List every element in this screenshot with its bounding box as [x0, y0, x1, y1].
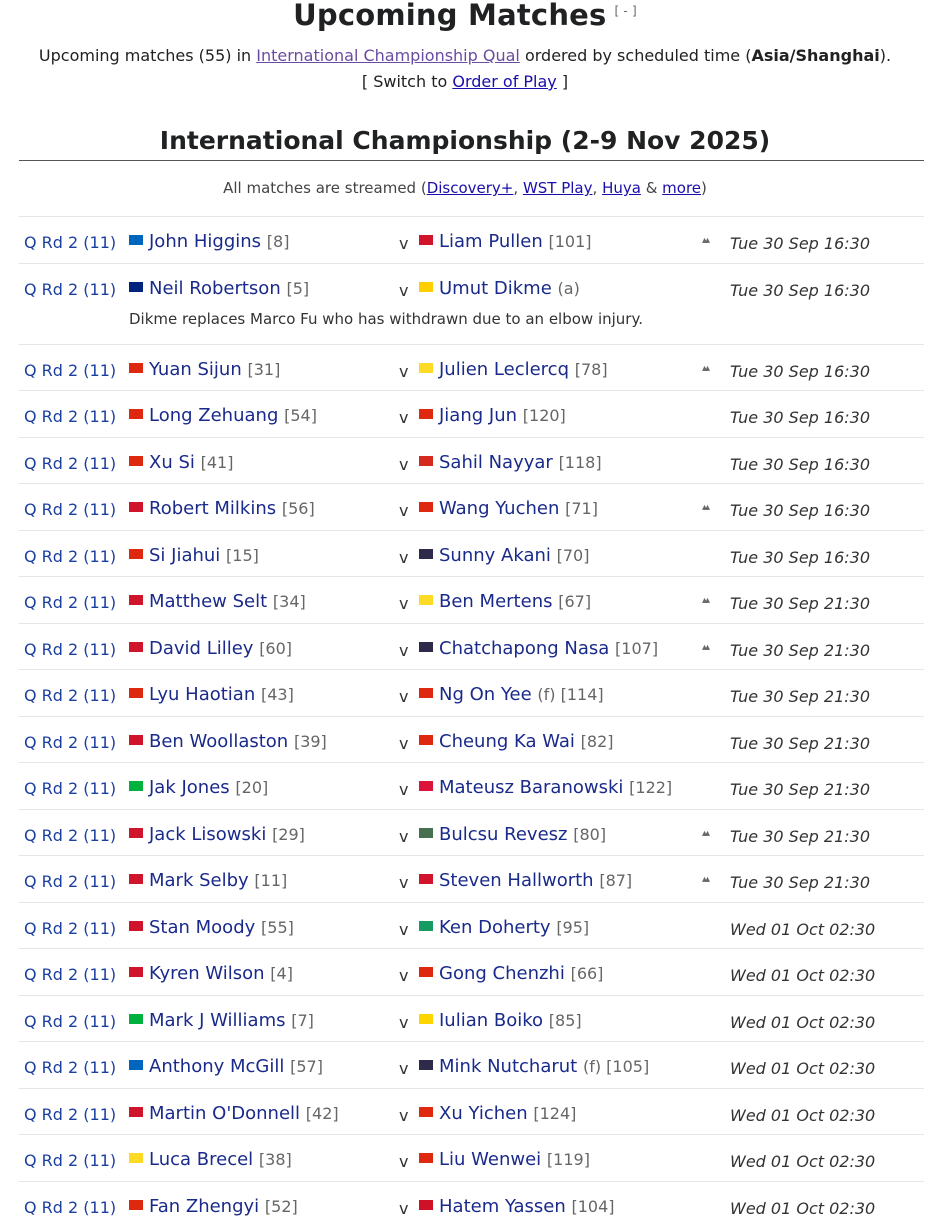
round-link[interactable]: Q Rd 2 (11)	[24, 547, 116, 566]
flag-icon	[129, 1200, 143, 1210]
player-2-name[interactable]: Ken Doherty	[439, 917, 551, 938]
stream-link-discovery[interactable]: Discovery+	[427, 179, 514, 197]
flag-icon	[419, 502, 433, 512]
tv-table-icon: ▴▴	[702, 502, 708, 513]
versus-label: v	[399, 408, 408, 427]
flag-icon	[419, 967, 433, 977]
player-1-name[interactable]: Martin O'Donnell	[149, 1103, 300, 1124]
match-row	[19, 1041, 924, 1088]
versus-label: v	[399, 362, 408, 381]
player-2-name[interactable]: Mateusz Baranowski	[439, 777, 623, 798]
match-time: Tue 30 Sep 16:30	[730, 234, 870, 253]
match-row	[19, 855, 924, 902]
flag-icon	[419, 1153, 433, 1163]
player-1	[129, 1056, 323, 1077]
flag-icon	[419, 688, 433, 698]
flag-icon	[129, 1014, 143, 1024]
player-2-name[interactable]: Ben Mertens	[439, 591, 552, 612]
player-1	[129, 405, 317, 426]
flag-icon	[419, 1060, 433, 1070]
match-row	[19, 623, 924, 670]
flag-icon	[129, 688, 143, 698]
player-2-name[interactable]: Mink Nutcharut	[439, 1056, 577, 1077]
flag-icon	[129, 874, 143, 884]
flag-icon	[419, 1107, 433, 1117]
player-1-seed: [57]	[290, 1057, 323, 1076]
player-1-name[interactable]: David Lilley	[149, 638, 253, 659]
flag-icon	[419, 1014, 433, 1024]
flag-icon	[129, 642, 143, 652]
flag-icon	[129, 967, 143, 977]
match-time: Tue 30 Sep 21:30	[730, 594, 870, 613]
flag-icon	[419, 595, 433, 605]
player-1-seed: [34]	[273, 592, 306, 611]
player-1	[129, 452, 233, 473]
tv-table-icon: ▴▴	[702, 363, 708, 374]
flag-icon	[129, 282, 143, 292]
streams-note	[0, 179, 930, 197]
match-row	[19, 390, 924, 437]
player-2-name[interactable]: Liam Pullen	[439, 231, 543, 252]
flag-icon	[129, 502, 143, 512]
player-2-seed: (f) [105]	[583, 1057, 649, 1076]
match-row	[19, 263, 924, 344]
player-1	[129, 963, 293, 984]
flag-icon	[419, 456, 433, 466]
match-row	[19, 216, 924, 263]
player-1-name[interactable]: Mark Selby	[149, 870, 249, 891]
flag-icon	[419, 921, 433, 931]
match-row	[19, 902, 924, 949]
player-2-seed: [118]	[559, 453, 602, 472]
player-2	[419, 870, 632, 891]
player-1	[129, 917, 294, 938]
player-1	[129, 684, 294, 705]
round-link[interactable]: Q Rd 2 (11)	[24, 1058, 116, 1077]
player-2	[419, 1149, 590, 1170]
player-2	[419, 638, 658, 659]
round-link[interactable]: Q Rd 2 (11)	[24, 872, 116, 891]
switch-suffix: ]	[557, 72, 568, 91]
player-1-name[interactable]: Matthew Selt	[149, 591, 267, 612]
match-time: Tue 30 Sep 21:30	[730, 641, 870, 660]
player-2-seed: [107]	[615, 639, 658, 658]
collapse-toggle[interactable]: [ - ]	[615, 4, 637, 18]
player-2-name[interactable]: Jiang Jun	[439, 405, 517, 426]
player-2-seed: [119]	[547, 1150, 590, 1169]
player-2-name[interactable]: Ng On Yee	[439, 684, 532, 705]
player-2-seed: (a)	[558, 279, 580, 298]
versus-label: v	[399, 1059, 408, 1078]
flag-icon	[129, 781, 143, 791]
player-2-seed: (f) [114]	[537, 685, 603, 704]
flag-icon	[129, 921, 143, 931]
round-link[interactable]: Q Rd 2 (11)	[24, 454, 116, 473]
player-1-seed: [42]	[306, 1104, 339, 1123]
round-link[interactable]: Q Rd 2 (11)	[24, 1105, 116, 1124]
match-time: Tue 30 Sep 21:30	[730, 827, 870, 846]
match-time: Tue 30 Sep 21:30	[730, 734, 870, 753]
order-of-play-link[interactable]: Order of Play	[452, 72, 556, 91]
player-1-name[interactable]: Neil Robertson	[149, 278, 281, 299]
player-1-name[interactable]: Mark J Williams	[149, 1010, 286, 1031]
round-link[interactable]: Q Rd 2 (11)	[24, 965, 116, 984]
tv-table-icon: ▴▴	[702, 235, 708, 246]
round-link[interactable]: Q Rd 2 (11)	[24, 361, 116, 380]
match-note: Dikme replaces Marco Fu who has withdrawn due to an elbow injury.	[129, 310, 643, 328]
player-2-name[interactable]: Chatchapong Nasa	[439, 638, 609, 659]
player-1-name[interactable]: Jak Jones	[149, 777, 230, 798]
streams-sep-2: ,	[593, 179, 603, 197]
player-1-name[interactable]: Long Zehuang	[149, 405, 278, 426]
match-time: Tue 30 Sep 21:30	[730, 873, 870, 892]
round-link[interactable]: Q Rd 2 (11)	[24, 826, 116, 845]
player-2-seed: [71]	[565, 499, 598, 518]
flag-icon	[419, 235, 433, 245]
flag-icon	[129, 363, 143, 373]
player-1-name[interactable]: Ben Woollaston	[149, 731, 288, 752]
player-2-name[interactable]: Sunny Akani	[439, 545, 551, 566]
tv-table-icon: ▴▴	[702, 642, 708, 653]
flag-icon	[129, 595, 143, 605]
round-link[interactable]: Q Rd 2 (11)	[24, 407, 116, 426]
flag-icon	[419, 549, 433, 559]
player-2-seed: [82]	[581, 732, 614, 751]
versus-label: v	[399, 1106, 408, 1125]
stream-link-more[interactable]: more	[662, 179, 701, 197]
flag-icon	[419, 828, 433, 838]
match-time: Tue 30 Sep 21:30	[730, 780, 870, 799]
player-1-seed: [43]	[261, 685, 294, 704]
player-1-seed: [8]	[267, 232, 290, 251]
player-1-seed: [60]	[259, 639, 292, 658]
player-2	[419, 452, 602, 473]
streams-sep-1: ,	[513, 179, 523, 197]
player-2	[419, 1196, 615, 1217]
player-1-seed: [29]	[272, 825, 305, 844]
match-row	[19, 437, 924, 484]
player-2-name[interactable]: Xu Yichen	[439, 1103, 528, 1124]
player-2	[419, 359, 608, 380]
round-link[interactable]: Q Rd 2 (11)	[24, 593, 116, 612]
player-2-name[interactable]: Cheung Ka Wai	[439, 731, 575, 752]
match-row	[19, 530, 924, 577]
player-2-name[interactable]: Bulcsu Revesz	[439, 824, 568, 845]
player-1-name[interactable]: Kyren Wilson	[149, 963, 265, 984]
match-time: Wed 01 Oct 02:30	[730, 920, 875, 939]
versus-label: v	[399, 966, 408, 985]
flag-icon	[419, 1200, 433, 1210]
stream-link-wst-play[interactable]: WST Play	[523, 179, 593, 197]
versus-label: v	[399, 827, 408, 846]
versus-label: v	[399, 734, 408, 753]
flag-icon	[419, 735, 433, 745]
player-1-seed: [54]	[284, 406, 317, 425]
player-1-name[interactable]: Si Jiahui	[149, 545, 220, 566]
player-2	[419, 731, 614, 752]
player-1	[129, 591, 306, 612]
player-1-seed: [52]	[265, 1197, 298, 1216]
player-1-seed: [31]	[247, 360, 280, 379]
player-2-seed: [85]	[549, 1011, 582, 1030]
summary-suffix: ).	[880, 46, 891, 65]
player-1-seed: [41]	[201, 453, 234, 472]
flag-icon	[129, 409, 143, 419]
match-row	[19, 483, 924, 530]
event-qual-link[interactable]: International Championship Qual	[256, 46, 520, 65]
match-time: Tue 30 Sep 16:30	[730, 281, 870, 300]
tv-table-icon: ▴▴	[702, 595, 708, 606]
player-1-seed: [39]	[294, 732, 327, 751]
match-row	[19, 344, 924, 391]
player-2	[419, 498, 598, 519]
player-2	[419, 824, 606, 845]
player-1-seed: [55]	[261, 918, 294, 937]
player-2-name[interactable]: Hatem Yassen	[439, 1196, 566, 1217]
player-2	[419, 963, 603, 984]
player-2	[419, 917, 589, 938]
summary-prefix: Upcoming matches (55) in	[39, 46, 256, 65]
flag-icon	[419, 282, 433, 292]
player-1	[129, 231, 289, 252]
player-1	[129, 359, 280, 380]
player-1-name[interactable]: Lyu Haotian	[149, 684, 255, 705]
flag-icon	[129, 828, 143, 838]
player-2-name[interactable]: Wang Yuchen	[439, 498, 559, 519]
match-time: Tue 30 Sep 16:30	[730, 362, 870, 381]
player-1	[129, 1103, 339, 1124]
player-2-seed: [70]	[557, 546, 590, 565]
player-1-seed: [38]	[259, 1150, 292, 1169]
player-2	[419, 545, 589, 566]
versus-label: v	[399, 594, 408, 613]
event-divider	[19, 160, 924, 161]
player-1-seed: [20]	[235, 778, 268, 797]
flag-icon	[129, 1153, 143, 1163]
match-row	[19, 995, 924, 1042]
streams-amp: &	[641, 179, 662, 197]
player-2-seed: [87]	[599, 871, 632, 890]
round-link[interactable]: Q Rd 2 (11)	[24, 1012, 116, 1031]
match-time: Wed 01 Oct 02:30	[730, 1106, 875, 1125]
player-2	[419, 1010, 582, 1031]
match-row	[19, 716, 924, 763]
round-link[interactable]: Q Rd 2 (11)	[24, 640, 116, 659]
streams-prefix: All matches are streamed (	[223, 179, 427, 197]
player-2-seed: [66]	[571, 964, 604, 983]
flag-icon	[129, 549, 143, 559]
flag-icon	[419, 781, 433, 791]
player-2-name[interactable]: Sahil Nayyar	[439, 452, 553, 473]
switch-view	[0, 72, 930, 91]
player-1-name[interactable]: Luca Brecel	[149, 1149, 253, 1170]
flag-icon	[129, 1060, 143, 1070]
player-2-seed: [104]	[571, 1197, 614, 1216]
player-2	[419, 278, 580, 299]
match-time: Wed 01 Oct 02:30	[730, 966, 875, 985]
summary-middle: ordered by scheduled time (	[520, 46, 752, 65]
player-2-seed: [95]	[556, 918, 589, 937]
player-1-name[interactable]: John Higgins	[149, 231, 261, 252]
flag-icon	[419, 874, 433, 884]
player-1-seed: [11]	[254, 871, 287, 890]
player-1	[129, 638, 292, 659]
player-2-seed: [124]	[533, 1104, 576, 1123]
player-2-seed: [80]	[573, 825, 606, 844]
flag-icon	[419, 363, 433, 373]
player-1	[129, 824, 305, 845]
match-time: Wed 01 Oct 02:30	[730, 1013, 875, 1032]
versus-label: v	[399, 641, 408, 660]
round-link[interactable]: Q Rd 2 (11)	[24, 1151, 116, 1170]
player-1-seed: [4]	[270, 964, 293, 983]
player-2	[419, 591, 591, 612]
stream-link-huya[interactable]: Huya	[602, 179, 641, 197]
versus-label: v	[399, 501, 408, 520]
player-2-name[interactable]: Iulian Boiko	[439, 1010, 543, 1031]
round-link[interactable]: Q Rd 2 (11)	[24, 1198, 116, 1217]
player-1	[129, 777, 268, 798]
round-link[interactable]: Q Rd 2 (11)	[24, 280, 116, 299]
match-row	[19, 1134, 924, 1181]
player-1	[129, 870, 287, 891]
versus-label: v	[399, 455, 408, 474]
match-time: Tue 30 Sep 21:30	[730, 687, 870, 706]
player-2-seed: [78]	[575, 360, 608, 379]
flag-icon	[129, 456, 143, 466]
versus-label: v	[399, 687, 408, 706]
round-link[interactable]: Q Rd 2 (11)	[24, 779, 116, 798]
match-time: Tue 30 Sep 16:30	[730, 548, 870, 567]
match-row	[19, 809, 924, 856]
player-2	[419, 231, 592, 252]
round-link[interactable]: Q Rd 2 (11)	[24, 500, 116, 519]
round-link[interactable]: Q Rd 2 (11)	[24, 686, 116, 705]
player-2	[419, 684, 604, 705]
match-time: Wed 01 Oct 02:30	[730, 1199, 875, 1218]
round-link[interactable]: Q Rd 2 (11)	[24, 233, 116, 252]
switch-prefix: [ Switch to	[362, 72, 452, 91]
player-2-seed: [122]	[629, 778, 672, 797]
round-link[interactable]: Q Rd 2 (11)	[24, 919, 116, 938]
match-row	[19, 669, 924, 716]
versus-label: v	[399, 281, 408, 300]
player-1-seed: [56]	[282, 499, 315, 518]
player-1	[129, 1149, 292, 1170]
match-row	[19, 1181, 924, 1227]
player-1	[129, 731, 327, 752]
match-row	[19, 1088, 924, 1135]
event-title: International Championship (2-9 Nov 2025)	[0, 126, 930, 155]
player-1-seed: [7]	[291, 1011, 314, 1030]
player-2	[419, 777, 672, 798]
flag-icon	[419, 409, 433, 419]
versus-label: v	[399, 780, 408, 799]
match-time: Wed 01 Oct 02:30	[730, 1059, 875, 1078]
tv-table-icon: ▴▴	[702, 874, 708, 885]
match-row	[19, 576, 924, 623]
versus-label: v	[399, 1152, 408, 1171]
player-1	[129, 545, 259, 566]
player-2-name[interactable]: Liu Wenwei	[439, 1149, 541, 1170]
timezone-label: Asia/Shanghai	[751, 46, 879, 65]
player-2-name[interactable]: Julien Leclercq	[439, 359, 569, 380]
match-time: Tue 30 Sep 16:30	[730, 501, 870, 520]
player-1-name[interactable]: Robert Milkins	[149, 498, 276, 519]
match-time: Tue 30 Sep 16:30	[730, 455, 870, 474]
streams-suffix: )	[701, 179, 707, 197]
player-2-name[interactable]: Steven Hallworth	[439, 870, 594, 891]
round-link[interactable]: Q Rd 2 (11)	[24, 733, 116, 752]
player-1-seed: [5]	[286, 279, 309, 298]
match-time: Wed 01 Oct 02:30	[730, 1152, 875, 1171]
player-1-name[interactable]: Anthony McGill	[149, 1056, 284, 1077]
player-2-seed: [67]	[558, 592, 591, 611]
match-row	[19, 948, 924, 995]
versus-label: v	[399, 234, 408, 253]
player-1	[129, 1010, 314, 1031]
player-1-seed: [15]	[226, 546, 259, 565]
player-2-name[interactable]: Umut Dikme	[439, 278, 552, 299]
flag-icon	[129, 235, 143, 245]
player-2	[419, 1056, 649, 1077]
player-2-name[interactable]: Gong Chenzhi	[439, 963, 565, 984]
player-2-seed: [120]	[523, 406, 566, 425]
player-2	[419, 405, 566, 426]
player-1	[129, 278, 309, 299]
versus-label: v	[399, 920, 408, 939]
versus-label: v	[399, 1199, 408, 1218]
player-2-seed: [101]	[548, 232, 591, 251]
player-1-name[interactable]: Yuan Sijun	[149, 359, 242, 380]
player-1-name[interactable]: Xu Si	[149, 452, 195, 473]
flag-icon	[419, 642, 433, 652]
versus-label: v	[399, 548, 408, 567]
page-title	[0, 0, 930, 32]
player-1-name[interactable]: Stan Moody	[149, 917, 255, 938]
match-list	[19, 216, 924, 1227]
flag-icon	[129, 1107, 143, 1117]
match-time: Tue 30 Sep 16:30	[730, 408, 870, 427]
player-2	[419, 1103, 576, 1124]
versus-label: v	[399, 873, 408, 892]
player-1	[129, 498, 315, 519]
player-1-name[interactable]: Jack Lisowski	[149, 824, 266, 845]
tv-table-icon: ▴▴	[702, 828, 708, 839]
upcoming-summary	[0, 46, 930, 65]
player-1	[129, 1196, 298, 1217]
page-title-text: Upcoming Matches	[293, 0, 606, 32]
flag-icon	[129, 735, 143, 745]
player-1-name[interactable]: Fan Zhengyi	[149, 1196, 259, 1217]
versus-label: v	[399, 1013, 408, 1032]
match-row	[19, 762, 924, 809]
